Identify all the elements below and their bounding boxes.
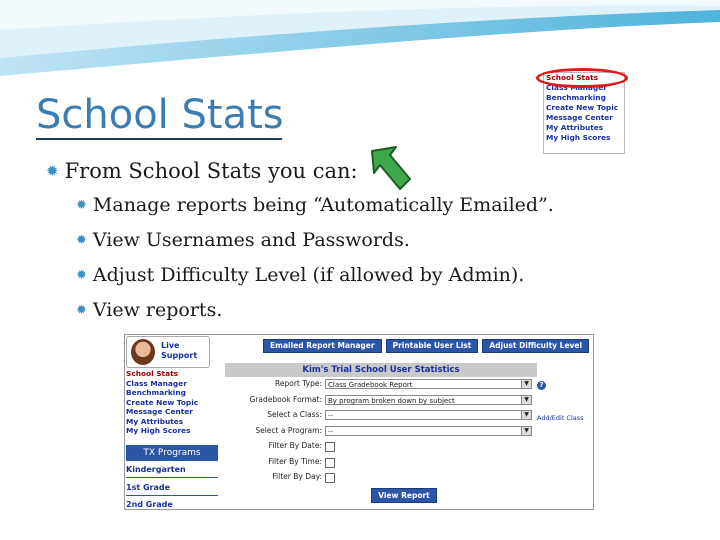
support-line-2: Support [161,351,198,360]
header-wave [0,0,720,80]
filter-date-checkbox[interactable] [325,442,335,452]
report-type-select[interactable] [325,379,532,389]
live-support-label [161,341,197,361]
report-tabs [263,339,589,353]
select-program-row [225,424,537,440]
mini-menu-item[interactable]: Create New Topic [546,103,619,112]
bullet-icon: ✹ [76,197,87,213]
title-underline [36,138,282,140]
sub-bullet [76,299,222,321]
sidebar-item-benchmarking[interactable]: Benchmarking [126,388,186,397]
sidebar-item-message-center[interactable]: Message Center [126,407,193,416]
sub-bullet [76,264,524,286]
select-class-row [225,408,537,424]
sidebar-item-school-stats[interactable]: School Stats [126,369,179,378]
filter-date-label: Filter By Date: [268,441,322,450]
filter-day-label: Filter By Day: [272,472,322,481]
intro-bullet [46,159,358,183]
divider [126,477,218,478]
chevron-down-icon: ▼ [521,396,531,404]
select-class-select[interactable] [325,410,532,420]
chevron-down-icon: ▼ [521,411,531,419]
bullet-icon: ✹ [76,267,87,283]
stats-panel [225,363,537,486]
divider [126,495,218,496]
grade-link-kindergarten[interactable]: Kindergarten [126,465,186,474]
chevron-down-icon: ▼ [521,380,531,388]
mini-menu-item[interactable]: My High Scores [546,133,611,142]
view-report-button[interactable]: View Report [371,488,437,503]
mini-menu-item[interactable]: Benchmarking [546,93,606,102]
select-program-select[interactable] [325,426,532,436]
gradebook-format-row [225,393,537,409]
grade-link-1st-grade[interactable]: 1st Grade [126,483,170,492]
panel-title: Kim's Trial School User Statistics [225,363,537,377]
page-title: School Stats [36,92,284,138]
mini-menu-item[interactable]: Message Center [546,113,613,122]
highlight-ellipse [536,68,628,88]
sidebar-item-my-attributes[interactable]: My Attributes [126,416,184,426]
support-line-1: Live [161,341,180,350]
select-program-value: -- [328,427,334,436]
tab-adjust-difficulty-level[interactable]: Adjust Difficulty Level [482,339,589,353]
sidebar-item-my-high-scores[interactable]: My High Scores [126,426,191,435]
gradebook-format-value: By program broken down by subject [328,396,455,405]
grade-link-2nd-grade[interactable]: 2nd Grade [126,500,173,509]
gradebook-format-label: Gradebook Format: [249,394,322,404]
sidebar-item-class-manager[interactable]: Class Manager [126,378,187,388]
report-type-row [225,377,537,393]
mini-menu-item[interactable]: My Attributes [546,123,604,132]
sub-bullet [76,229,410,251]
bullet-icon: ✹ [76,232,87,248]
gradebook-format-select[interactable] [325,395,532,405]
select-class-label: Select a Class: [267,410,322,419]
filter-date-row [225,439,537,455]
tab-printable-user-list[interactable]: Printable User List [386,339,479,353]
sub-bullet-text: Manage reports being “Automatically Emailed”. [92,194,554,216]
sub-bullet-text: View Usernames and Passwords. [92,229,410,251]
add-edit-class-link[interactable]: Add/Edit Class [537,414,584,422]
intro-text: From School Stats you can: [64,159,358,183]
chevron-down-icon: ▼ [521,427,531,435]
filter-time-checkbox[interactable] [325,458,335,468]
filter-day-row [225,470,537,486]
programs-header: TX Programs [126,445,218,461]
filter-day-checkbox[interactable] [325,473,335,483]
mini-menu-item[interactable]: School Stats [546,73,599,82]
help-icon[interactable]: ? [537,381,546,390]
sidebar-item-create-new-topic[interactable]: Create New Topic [126,397,199,407]
mini-menu-item[interactable]: Class Manager [546,83,607,92]
live-support-button[interactable] [126,336,210,368]
select-class-value: -- [328,412,334,420]
avatar [131,339,155,365]
tab-emailed-report-manager[interactable]: Emailed Report Manager [263,339,382,353]
app-sidebar [125,335,219,509]
green-arrow-icon [370,145,414,193]
sub-bullet-text: Adjust Difficulty Level (if allowed by Admin). [92,264,525,286]
report-type-value: Class Gradebook Report [328,381,413,389]
select-program-label: Select a Program: [255,425,322,435]
sub-bullet-text: View reports. [92,299,223,321]
sidebar-links [126,369,198,436]
report-type-label: Report Type: [275,379,322,388]
app-screenshot [124,334,594,510]
filter-time-label: Filter By Time: [268,456,322,466]
bullet-icon: ✹ [46,162,59,180]
filter-time-row [225,455,537,471]
sub-bullet [76,194,554,216]
bullet-icon: ✹ [76,302,87,318]
